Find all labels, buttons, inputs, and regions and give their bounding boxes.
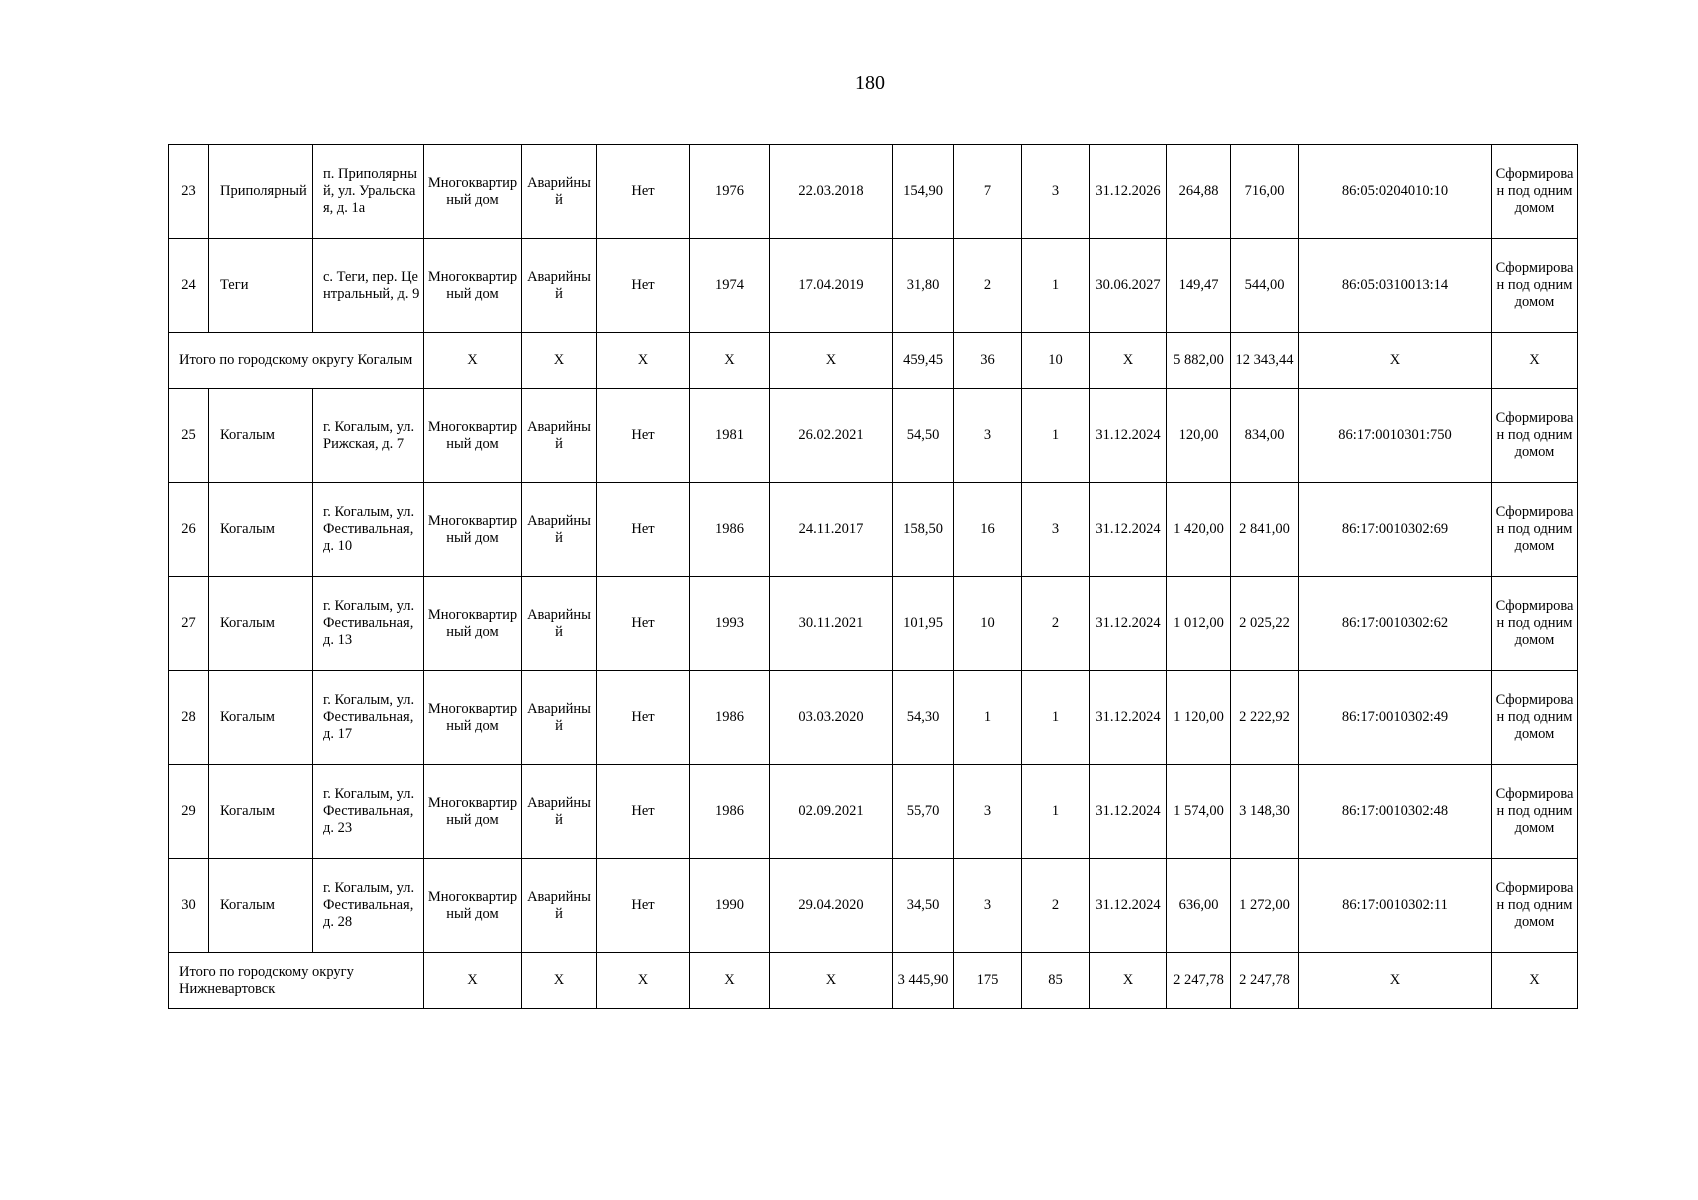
apartments: 3	[1022, 145, 1090, 239]
total-cell: X	[1090, 333, 1167, 389]
condition-status: Аварийный	[522, 389, 597, 483]
residents: 3	[954, 765, 1022, 859]
land-note: Сформирован под одним домом	[1492, 671, 1578, 765]
table-row	[169, 239, 1578, 333]
flag: Нет	[597, 859, 690, 953]
land-note: Сформирован под одним домом	[1492, 577, 1578, 671]
value-2: 544,00	[1231, 239, 1299, 333]
flag: Нет	[597, 765, 690, 859]
land-note: Сформирован под одним домом	[1492, 483, 1578, 577]
cadastral-number: 86:17:0010302:48	[1299, 765, 1492, 859]
deadline: 31.12.2024	[1090, 671, 1167, 765]
total-value-2: 2 247,78	[1231, 953, 1299, 1009]
table-row	[169, 577, 1578, 671]
row-number: 30	[169, 859, 209, 953]
total-cell: X	[770, 953, 893, 1009]
value-1: 1 420,00	[1167, 483, 1231, 577]
value-1: 636,00	[1167, 859, 1231, 953]
build-year: 1986	[690, 671, 770, 765]
settlement: Когалым	[209, 859, 313, 953]
total-cell: X	[522, 953, 597, 1009]
address: с. Теги, пер. Центральный, д. 9	[313, 239, 424, 333]
build-year: 1974	[690, 239, 770, 333]
total-row	[169, 953, 1578, 1009]
row-number: 23	[169, 145, 209, 239]
build-year: 1993	[690, 577, 770, 671]
value-1: 120,00	[1167, 389, 1231, 483]
value-2: 3 148,30	[1231, 765, 1299, 859]
settlement: Когалым	[209, 577, 313, 671]
settlement: Когалым	[209, 483, 313, 577]
residents: 3	[954, 389, 1022, 483]
total-cell: X	[770, 333, 893, 389]
value-1: 1 012,00	[1167, 577, 1231, 671]
total-apartments: 10	[1022, 333, 1090, 389]
total-cell: X	[424, 953, 522, 1009]
build-year: 1981	[690, 389, 770, 483]
decision-date: 02.09.2021	[770, 765, 893, 859]
apartments: 1	[1022, 671, 1090, 765]
land-note: Сформирован под одним домом	[1492, 765, 1578, 859]
address: г. Когалым, ул. Фестивальная, д. 17	[313, 671, 424, 765]
total-cell: X	[690, 953, 770, 1009]
flag: Нет	[597, 145, 690, 239]
apartments: 2	[1022, 859, 1090, 953]
land-note: Сформирован под одним домом	[1492, 145, 1578, 239]
table-row	[169, 483, 1578, 577]
row-number: 26	[169, 483, 209, 577]
build-year: 1990	[690, 859, 770, 953]
total-area: 3 445,90	[893, 953, 954, 1009]
total-cell: X	[1492, 333, 1578, 389]
total-cell: X	[522, 333, 597, 389]
building-type: Многоквартирный дом	[424, 389, 522, 483]
build-year: 1986	[690, 765, 770, 859]
building-type: Многоквартирный дом	[424, 239, 522, 333]
value-2: 716,00	[1231, 145, 1299, 239]
total-cell: X	[690, 333, 770, 389]
flag: Нет	[597, 483, 690, 577]
total-cell: X	[1090, 953, 1167, 1009]
building-type: Многоквартирный дом	[424, 145, 522, 239]
address: г. Когалым, ул. Фестивальная, д. 28	[313, 859, 424, 953]
building-type: Многоквартирный дом	[424, 671, 522, 765]
apartments: 2	[1022, 577, 1090, 671]
address: г. Когалым, ул. Фестивальная, д. 13	[313, 577, 424, 671]
decision-date: 30.11.2021	[770, 577, 893, 671]
deadline: 31.12.2024	[1090, 577, 1167, 671]
condition-status: Аварийный	[522, 483, 597, 577]
total-row	[169, 333, 1578, 389]
deadline: 30.06.2027	[1090, 239, 1167, 333]
deadline: 31.12.2026	[1090, 145, 1167, 239]
cadastral-number: 86:17:0010302:11	[1299, 859, 1492, 953]
condition-status: Аварийный	[522, 671, 597, 765]
condition-status: Аварийный	[522, 145, 597, 239]
table-row	[169, 389, 1578, 483]
table-row	[169, 859, 1578, 953]
land-note: Сформирован под одним домом	[1492, 389, 1578, 483]
total-apartments: 85	[1022, 953, 1090, 1009]
settlement: Когалым	[209, 389, 313, 483]
total-cell: X	[424, 333, 522, 389]
total-cell: X	[1299, 953, 1492, 1009]
decision-date: 17.04.2019	[770, 239, 893, 333]
build-year: 1976	[690, 145, 770, 239]
address: г. Когалым, ул. Фестивальная, д. 23	[313, 765, 424, 859]
deadline: 31.12.2024	[1090, 859, 1167, 953]
decision-date: 24.11.2017	[770, 483, 893, 577]
residents: 7	[954, 145, 1022, 239]
flag: Нет	[597, 239, 690, 333]
value-1: 1 574,00	[1167, 765, 1231, 859]
address: г. Когалым, ул. Рижская, д. 7	[313, 389, 424, 483]
total-area: 459,45	[893, 333, 954, 389]
settlement: Приполярный	[209, 145, 313, 239]
housing-registry-table	[168, 144, 1578, 1009]
settlement: Теги	[209, 239, 313, 333]
value-2: 834,00	[1231, 389, 1299, 483]
value-1: 264,88	[1167, 145, 1231, 239]
decision-date: 22.03.2018	[770, 145, 893, 239]
building-type: Многоквартирный дом	[424, 483, 522, 577]
value-1: 1 120,00	[1167, 671, 1231, 765]
condition-status: Аварийный	[522, 577, 597, 671]
row-number: 27	[169, 577, 209, 671]
flag: Нет	[597, 671, 690, 765]
settlement: Когалым	[209, 671, 313, 765]
flag: Нет	[597, 577, 690, 671]
area: 31,80	[893, 239, 954, 333]
condition-status: Аварийный	[522, 859, 597, 953]
total-label: Итого по городскому округу Когалым	[169, 333, 424, 389]
address: п. Приполярный, ул. Уральская, д. 1а	[313, 145, 424, 239]
total-cell: X	[597, 333, 690, 389]
total-residents: 36	[954, 333, 1022, 389]
residents: 2	[954, 239, 1022, 333]
deadline: 31.12.2024	[1090, 765, 1167, 859]
building-type: Многоквартирный дом	[424, 577, 522, 671]
condition-status: Аварийный	[522, 765, 597, 859]
total-value-2: 12 343,44	[1231, 333, 1299, 389]
apartments: 1	[1022, 765, 1090, 859]
decision-date: 03.03.2020	[770, 671, 893, 765]
table-row	[169, 671, 1578, 765]
row-number: 24	[169, 239, 209, 333]
row-number: 28	[169, 671, 209, 765]
land-note: Сформирован под одним домом	[1492, 859, 1578, 953]
total-value-1: 5 882,00	[1167, 333, 1231, 389]
residents: 10	[954, 577, 1022, 671]
residents: 16	[954, 483, 1022, 577]
row-number: 25	[169, 389, 209, 483]
value-2: 2 025,22	[1231, 577, 1299, 671]
area: 158,50	[893, 483, 954, 577]
total-value-1: 2 247,78	[1167, 953, 1231, 1009]
total-residents: 175	[954, 953, 1022, 1009]
deadline: 31.12.2024	[1090, 483, 1167, 577]
cadastral-number: 86:17:0010302:49	[1299, 671, 1492, 765]
decision-date: 26.02.2021	[770, 389, 893, 483]
value-2: 2 222,92	[1231, 671, 1299, 765]
area: 154,90	[893, 145, 954, 239]
value-2: 2 841,00	[1231, 483, 1299, 577]
cadastral-number: 86:05:0310013:14	[1299, 239, 1492, 333]
area: 54,30	[893, 671, 954, 765]
cadastral-number: 86:05:0204010:10	[1299, 145, 1492, 239]
total-label: Итого по городскому округу Нижневартовск	[169, 953, 424, 1009]
residents: 3	[954, 859, 1022, 953]
cadastral-number: 86:17:0010301:750	[1299, 389, 1492, 483]
land-note: Сформирован под одним домом	[1492, 239, 1578, 333]
condition-status: Аварийный	[522, 239, 597, 333]
total-cell: X	[1492, 953, 1578, 1009]
apartments: 1	[1022, 389, 1090, 483]
decision-date: 29.04.2020	[770, 859, 893, 953]
build-year: 1986	[690, 483, 770, 577]
area: 55,70	[893, 765, 954, 859]
residents: 1	[954, 671, 1022, 765]
area: 54,50	[893, 389, 954, 483]
table-row	[169, 145, 1578, 239]
deadline: 31.12.2024	[1090, 389, 1167, 483]
building-type: Многоквартирный дом	[424, 765, 522, 859]
value-2: 1 272,00	[1231, 859, 1299, 953]
settlement: Когалым	[209, 765, 313, 859]
area: 101,95	[893, 577, 954, 671]
total-cell: X	[1299, 333, 1492, 389]
address: г. Когалым, ул. Фестивальная, д. 10	[313, 483, 424, 577]
row-number: 29	[169, 765, 209, 859]
area: 34,50	[893, 859, 954, 953]
flag: Нет	[597, 389, 690, 483]
cadastral-number: 86:17:0010302:69	[1299, 483, 1492, 577]
page-number: 180	[855, 72, 885, 94]
value-1: 149,47	[1167, 239, 1231, 333]
building-type: Многоквартирный дом	[424, 859, 522, 953]
apartments: 1	[1022, 239, 1090, 333]
table-row	[169, 765, 1578, 859]
cadastral-number: 86:17:0010302:62	[1299, 577, 1492, 671]
apartments: 3	[1022, 483, 1090, 577]
total-cell: X	[597, 953, 690, 1009]
